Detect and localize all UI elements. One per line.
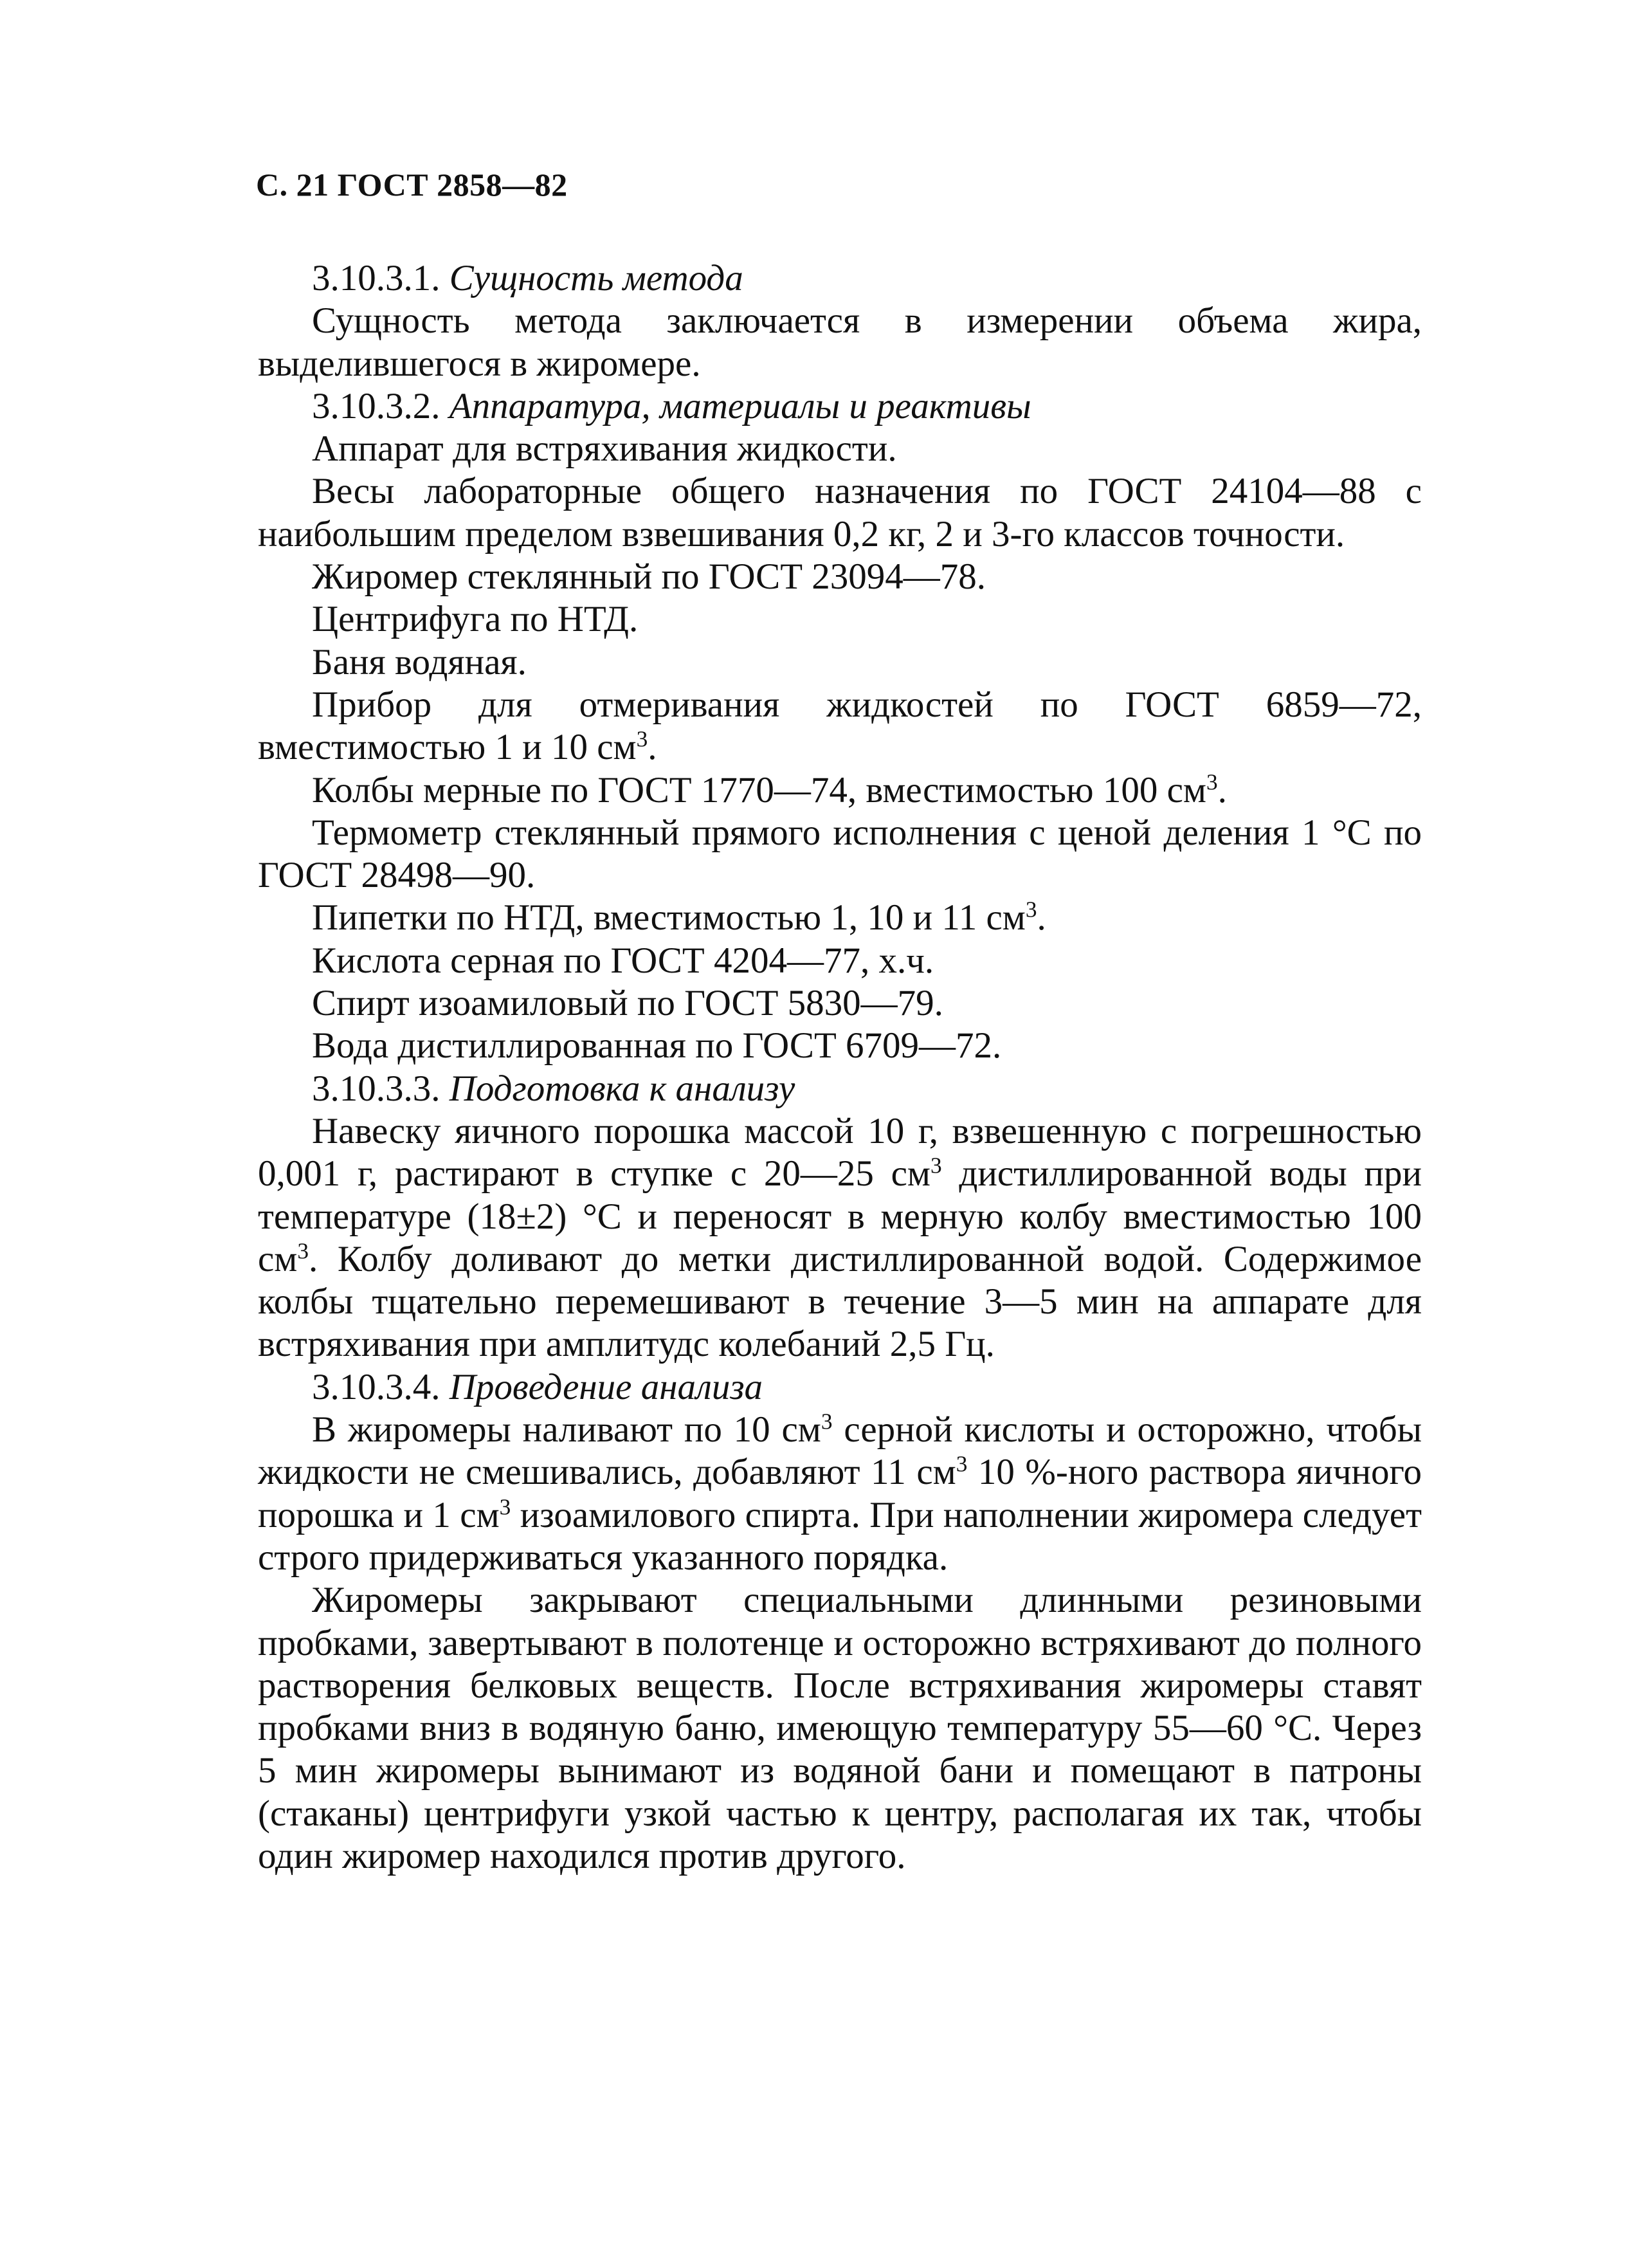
paragraph: Кислота серная по ГОСТ 4204—77, х.ч. — [312, 940, 934, 981]
paragraph: Термометр стеклянный прямого исполнения с ценой деления 1 °С по ГОСТ 28498—90. — [258, 812, 1422, 896]
paragraph: Весы лабораторные общего назначения по ГОСТ 24104—88 с наибольшим пределом взвешивания 0,2 кг, 2 и 3-го классов точности. — [258, 471, 1422, 554]
paragraph: В жиромеры наливают по 10 $см^3$ серной кислоты и осторожно, чтобы жидкости не смешивались, добавляют 11 $см^3$ 10 %-ного раствора яичного порошка и 1 $см^3$ изоамилового спирта. При наполнении жиромера следует строго придерживаться указанного порядка. — [258, 1409, 1422, 1578]
section-heading — [258, 257, 1422, 300]
paragraph: Спирт изоамиловый по ГОСТ 5830—79. — [312, 983, 943, 1024]
paragraph: Аппарат для встряхивания жидкости. — [312, 428, 897, 470]
section-heading — [258, 1366, 1422, 1409]
section-title: Аппаратура, материалы и реактивы — [449, 385, 1031, 426]
paragraph: Сущность метода заключается в измерении объема жира, выделившегося в жиромере. — [258, 300, 1422, 384]
paragraph: Вода дистиллированная по ГОСТ 6709—72. — [312, 1025, 1002, 1066]
section-title: Сущность метода — [449, 258, 743, 298]
paragraph: Прибор для отмеривания жидкостей по ГОСТ 6859—72, вместимостью 1 и 10 $см^3$. — [258, 684, 1422, 768]
paragraph: Пипетки по НТД, вместимостью 1, 10 и 11 $см^3$. — [312, 897, 1046, 938]
paragraph: Центрифуга по НТД. — [312, 599, 639, 640]
section-title: Подготовка к анализу — [449, 1068, 795, 1109]
paragraph: Жиромеры закрывают специальными длинными резиновыми пробками, завертывают в полотенце и осторожно встряхивают до полного растворения белковых веществ. После встряхивания жиромеры ставят пробками вниз в водяную баню, имеющую температуру 55—60 °С. Через 5 мин жиромеры вынимают из водяной бани и помещают в патроны (стаканы) центрифуги узкой частью к центру, располагая их так, чтобы один жиромер находился против другого. — [258, 1580, 1422, 1876]
paragraph: Жиромер стеклянный по ГОСТ 23094—78. — [312, 556, 986, 598]
paragraph: Баня водяная. — [312, 641, 527, 682]
section-heading — [258, 1068, 1422, 1110]
section-number: 3.10.3.3. — [312, 1068, 440, 1109]
section-heading — [258, 385, 1422, 428]
section-number: 3.10.3.4. — [312, 1366, 440, 1407]
paragraph: Колбы мерные по ГОСТ 1770—74, вместимостью 100 $см^3$. — [312, 769, 1227, 810]
section-number: 3.10.3.2. — [312, 385, 440, 426]
section-number: 3.10.3.1. — [312, 258, 440, 298]
section-title: Проведение анализа — [449, 1366, 763, 1407]
page-header: С. 21 ГОСТ 2858—82 — [256, 167, 568, 203]
document-body — [258, 257, 1422, 1878]
paragraph: Навеску яичного порошка массой 10 г, взвешенную с погрешностью 0,001 г, растирают в ступке с 20—25 $см^3$ дистиллированной воды при температуре (18±2) °С и переносят в мерную колбу вместимостью 100 $см^3$. Колбу доливают до метки дистиллированной водой. Содержимое колбы тщательно перемешивают в течение 3—5 мин на аппарате для встряхивания при амплитудс колебаний 2,5 Гц. — [258, 1110, 1422, 1365]
